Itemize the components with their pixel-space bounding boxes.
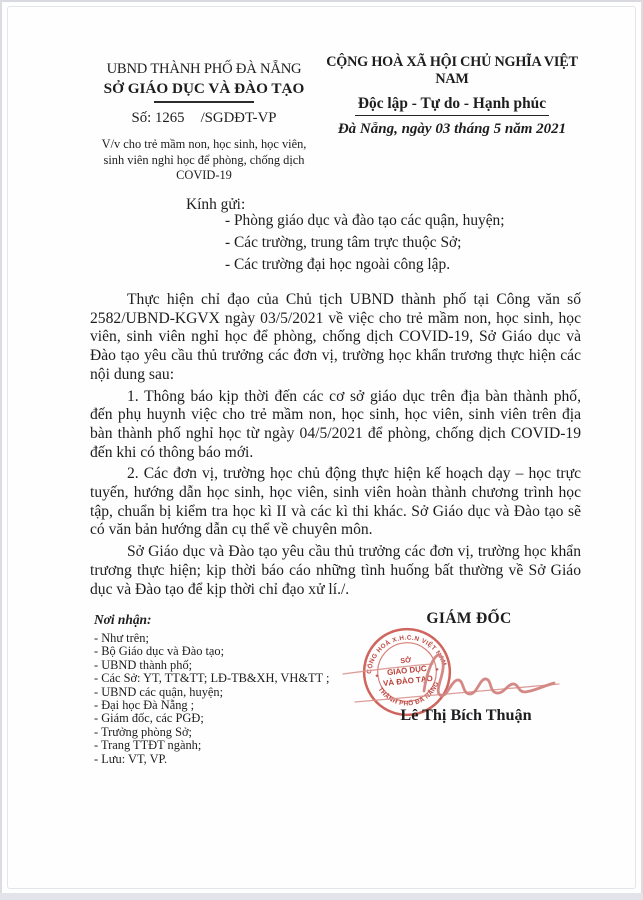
national-header-block: [315, 54, 589, 138]
body-paragraph: Thực hiện chỉ đạo của Chủ tịch UBND thành phố tại Công văn số 2582/UBND-KGVX ngày 03/5/2021 về việc cho trẻ mầm non, học sinh, học viên, sinh viên nghỉ học để phòng, chống dịch COVID-19, Sở Giáo dục và Đào tạo yêu cầu thủ trưởng các đơn vị, trường học khẩn trương thực hiện các nội dung sau:: [90, 291, 581, 383]
place-and-date: Đà Nẵng, ngày 03 tháng 5 năm 2021: [337, 121, 567, 137]
distribution-item: - Bộ Giáo dục và Đào tạo;: [94, 644, 225, 659]
distribution-list: [94, 612, 329, 766]
salutation-label: Kính gửi:: [186, 196, 246, 213]
stamp-ring-top-text: CỘNG HOÀ X.H.C.N VIỆT NAM: [365, 634, 448, 675]
org-underline: [154, 101, 254, 103]
stamp-center-text: VÀ ĐÀO TẠO: [382, 673, 434, 689]
recipient-list: [225, 210, 505, 275]
distribution-label: Nơi nhận:: [94, 612, 152, 627]
stamp-ring-bottom-text: THÀNH PHỐ ĐÀ NẴNG: [376, 680, 441, 708]
signer-name: Lê Thị Bích Thuận: [400, 706, 532, 724]
body-paragraph: 1. Thông báo kịp thời đến các cơ sở giáo dục trên địa bàn thành phố, đến phụ huynh việc cho trẻ mầm non, học sinh, học viên, sinh viên trên địa bàn thành phố nghỉ học từ ngày 04/5/2021 để phòng, chống dịch COVID-19 đến khi có thông báo mới.: [90, 387, 581, 461]
document-number-suffix: /SGDĐT-VP: [200, 109, 277, 126]
distribution-item: - Đại học Đà Nẵng ;: [94, 698, 195, 713]
issuing-org-block: [84, 61, 324, 184]
stamp-star: *: [375, 672, 379, 682]
document-subject: V/v cho trẻ mầm non, học sinh, học viên, sinh viên nghỉ học để phòng, chống dịch COVID-19: [101, 136, 307, 183]
scan-edge-bottom: [0, 893, 643, 900]
signer-title: GIÁM ĐỐC: [426, 610, 512, 627]
motto-wrap: [315, 95, 589, 116]
distribution-item: - Các Sở: YT, TT&TT; LĐ-TB&XH, VH&TT ;: [94, 671, 330, 686]
distribution-item: - UBND thành phố;: [94, 657, 193, 672]
distribution-item: - Giám đốc, các PGĐ;: [94, 711, 204, 726]
document-body: [90, 291, 581, 602]
scan-edge-top: [0, 0, 643, 2]
stamp-center-text: SỞ: [400, 656, 412, 666]
recipient-item: - Phòng giáo dục và đào tạo các quận, huyện;: [225, 212, 505, 229]
national-motto: Độc lập - Tự do - Hạnh phúc: [355, 95, 549, 116]
distribution-item: - Như trên;: [94, 631, 149, 645]
org-parent-name: UBND THÀNH PHỐ ĐÀ NẴNG: [106, 61, 302, 77]
national-title: CỘNG HOÀ XÃ HỘI CHỦ NGHĨA VIỆT NAM: [326, 54, 578, 87]
distribution-item: - Lưu: VT, VP.: [94, 751, 168, 766]
recipient-item: - Các trường đại học ngoài công lập.: [225, 255, 451, 273]
stamp-center-text: GIÁO DỤC: [386, 664, 428, 678]
org-name: SỞ GIÁO DỤC VÀ ĐÀO TẠO: [103, 80, 305, 97]
distribution-item: - Trang TTĐT ngành;: [94, 738, 202, 753]
body-paragraph: 2. Các đơn vị, trường học chủ động thực hiện kế hoạch dạy – học trực tuyến, hướng dẫn học sinh, học viên, sinh viên hoàn thành chương trình học tập, chuẩn bị kiểm tra học kì II và các kì thi khác. Sở Giáo dục và Đào tạo sẽ có văn bản hướng dẫn cụ thể về chuyên môn.: [90, 465, 581, 539]
recipient-item: - Các trường, trung tâm trực thuộc Sở;: [225, 233, 462, 251]
document-number: [84, 110, 324, 127]
distribution-item: - Trưởng phòng Sở;: [94, 724, 192, 739]
scan-edge-left: [0, 0, 2, 900]
distribution-item: - UBND các quận, huyện;: [94, 684, 224, 699]
document-number-label: Số: 1265: [131, 109, 185, 126]
body-paragraph: Sở Giáo dục và Đào tạo yêu cầu thủ trưởng các đơn vị, trường học khẩn trương thực hiện; kịp thời báo cáo những tình huống bất thường về Sở Giáo dục và Đào tạo để kịp thời chỉ đạo xử lí./.: [90, 543, 581, 598]
stamp-star: *: [435, 665, 440, 676]
